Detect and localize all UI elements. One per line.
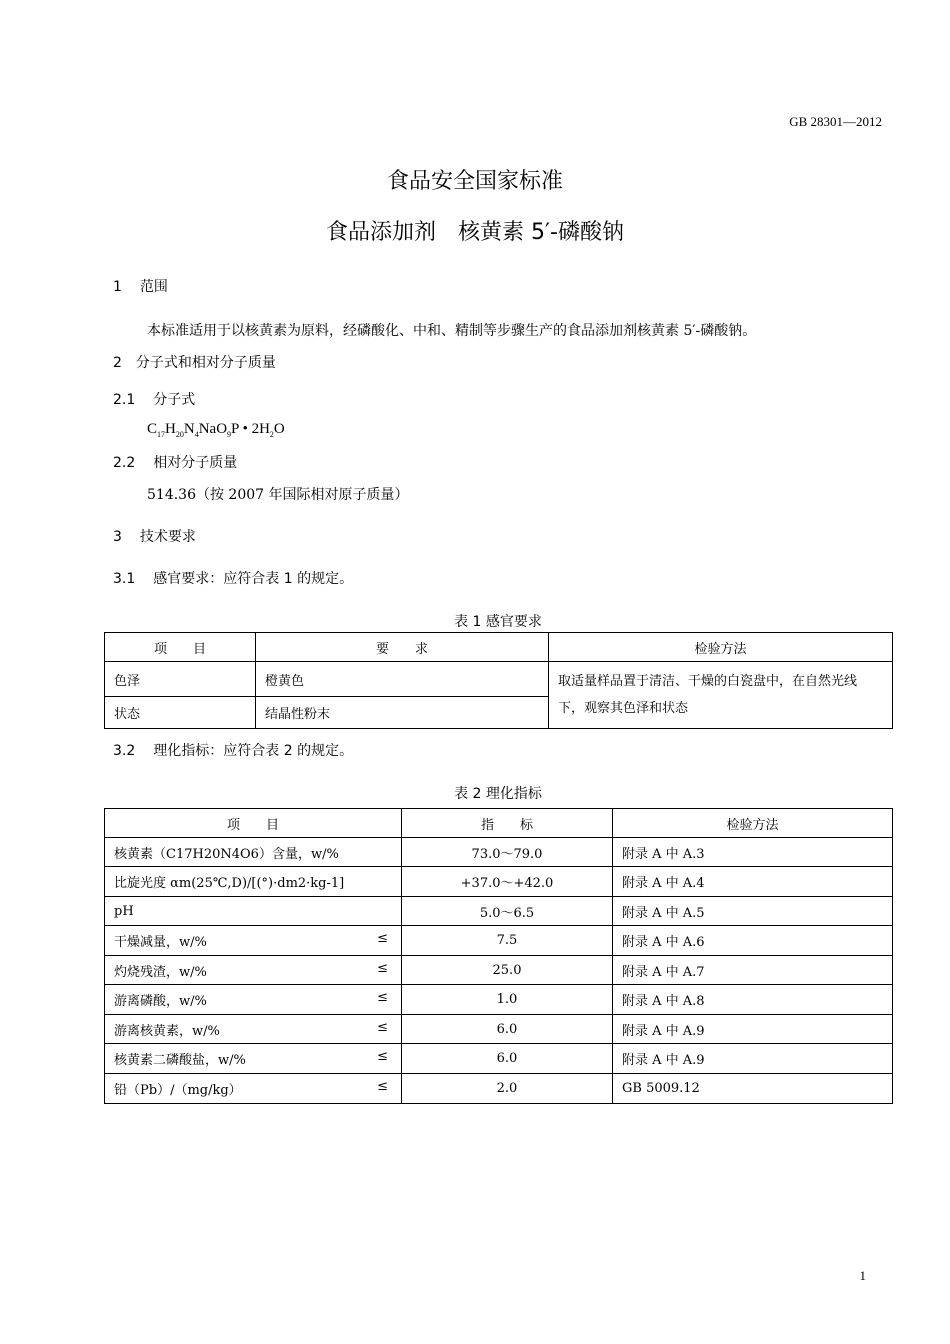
table-row [105, 662, 893, 697]
table-row [105, 985, 893, 1015]
section-1-body: 本标准适用于以核黄素为原料，经磷酸化、中和、精制等步骤生产的食品添加剂核黄素 5′-磷酸钠。 [147, 323, 757, 339]
table-row [105, 838, 893, 867]
item-cell [105, 867, 402, 897]
section-1-heading [113, 276, 168, 296]
table-1 [104, 632, 893, 729]
header-cell: 检验方法 [613, 809, 893, 838]
section-number: 1 [113, 279, 122, 295]
value-cell: +37.0～+42.0 [402, 867, 613, 897]
section-2-2-heading [113, 452, 237, 472]
value-cell: 6.0 [402, 1015, 613, 1044]
header-cell: 项 目 [105, 809, 402, 838]
section-3-heading [113, 526, 196, 546]
item-cell [105, 1015, 402, 1044]
item-cell [105, 956, 402, 985]
method-cell: 附录 A 中 A.5 [613, 897, 893, 926]
section-title: 感官要求：应符合表 1 的规定。 [153, 571, 354, 587]
section-title: 技术要求 [139, 529, 196, 545]
le-sign: ≤ [377, 990, 388, 1005]
item-label: 游离核黄素，w/% [114, 1023, 220, 1039]
item-label: 灼烧残渣，w/% [114, 964, 207, 980]
item-cell [105, 897, 402, 926]
section-number: 2.2 [113, 455, 136, 471]
header-cell: 项 目 [105, 633, 256, 662]
header-cell: 要 求 [256, 633, 549, 662]
item-label: 核黄素（C17H20N4O6）含量，w/% [114, 846, 339, 862]
section-title: 分子式 [153, 392, 196, 408]
item-cell: 状态 [105, 697, 256, 729]
item-cell [105, 838, 402, 867]
method-cell: 附录 A 中 A.3 [613, 838, 893, 867]
item-label: 比旋光度 αm(25℃,D)/[(°)·dm2·kg-1] [114, 876, 345, 891]
item-cell [105, 1074, 402, 1104]
method-cell: 附录 A 中 A.4 [613, 867, 893, 897]
item-label: 游离磷酸，w/% [114, 994, 207, 1009]
section-2-heading [113, 352, 276, 372]
item-label: 铅（Pb）/（mg/kg） [114, 1083, 242, 1098]
section-3-1-heading [113, 568, 353, 588]
molecular-mass: 514.36（按 2007 年国际相对原子质量） [147, 487, 409, 503]
item-cell [105, 985, 402, 1015]
table-1-caption: 表 1 感官要求 [454, 614, 542, 630]
item-cell [105, 1044, 402, 1074]
value-cell: 25.0 [402, 956, 613, 985]
table-row [105, 1074, 893, 1104]
table-row [105, 897, 893, 926]
value-cell: 1.0 [402, 985, 613, 1015]
method-cell: 附录 A 中 A.9 [613, 1044, 893, 1074]
section-title: 分子式和相对分子质量 [135, 355, 276, 371]
table-row [105, 867, 893, 897]
section-number: 3.1 [113, 571, 136, 587]
method-cell [549, 662, 893, 729]
value-cell: 73.0～79.0 [402, 838, 613, 867]
value-cell: 5.0～6.5 [402, 897, 613, 926]
le-sign: ≤ [377, 1019, 388, 1035]
method-cell: 附录 A 中 A.8 [613, 985, 893, 1015]
document-title: 食品安全国家标准 [386, 169, 563, 194]
standard-number: GB 28301—2012 [789, 114, 882, 129]
table-row [105, 1015, 893, 1044]
header-cell: 检验方法 [549, 633, 893, 662]
value-cell: 2.0 [402, 1074, 613, 1104]
le-sign: ≤ [377, 1049, 388, 1064]
molecular-formula: $C_{17}H_{20}N_4NaO_9P$ • $2H_2O$ [147, 421, 285, 439]
document-subtitle: 食品添加剂 核黄素 5′-磷酸钠 [326, 220, 624, 245]
value-cell: 7.5 [402, 926, 613, 956]
method-line: 下，观察其色泽和状态 [558, 701, 689, 716]
method-cell: 附录 A 中 A.9 [613, 1015, 893, 1044]
section-2-1-heading [113, 389, 195, 409]
page-number: 1 [859, 1268, 866, 1283]
le-sign: ≤ [377, 931, 388, 946]
method-cell: 附录 A 中 A.7 [613, 956, 893, 985]
section-number: 3.2 [113, 743, 136, 759]
table-row [105, 926, 893, 956]
section-number: 3 [113, 529, 122, 545]
section-title: 相对分子质量 [153, 455, 238, 471]
method-cell: 附录 A 中 A.6 [613, 926, 893, 956]
item-label: 核黄素二磷酸盐，w/% [114, 1053, 246, 1068]
table-row [105, 956, 893, 985]
table-2-caption: 表 2 理化指标 [454, 786, 542, 802]
le-sign: ≤ [377, 960, 388, 976]
section-3-2-heading [113, 740, 353, 760]
table-header-row [105, 809, 893, 838]
le-sign: ≤ [377, 1079, 388, 1094]
section-number: 2 [113, 355, 122, 371]
header-cell: 指 标 [402, 809, 613, 838]
item-label: 干燥减量，w/% [114, 935, 207, 950]
table-2 [104, 808, 893, 1104]
method-line: 取适量样品置于清洁、干燥的白瓷盘中，在自然光线 [558, 674, 858, 689]
item-label: pH [114, 903, 134, 919]
requirement-cell: 结晶性粉末 [256, 697, 549, 729]
table-header-row [105, 633, 893, 662]
method-cell: GB 5009.12 [613, 1074, 893, 1104]
section-number: 2.1 [113, 392, 136, 408]
section-title: 理化指标：应符合表 2 的规定。 [153, 743, 354, 759]
table-row [105, 1044, 893, 1074]
section-title: 范围 [139, 279, 168, 295]
value-cell: 6.0 [402, 1044, 613, 1074]
requirement-cell: 橙黄色 [256, 662, 549, 697]
item-cell [105, 926, 402, 956]
item-cell: 色泽 [105, 662, 256, 697]
